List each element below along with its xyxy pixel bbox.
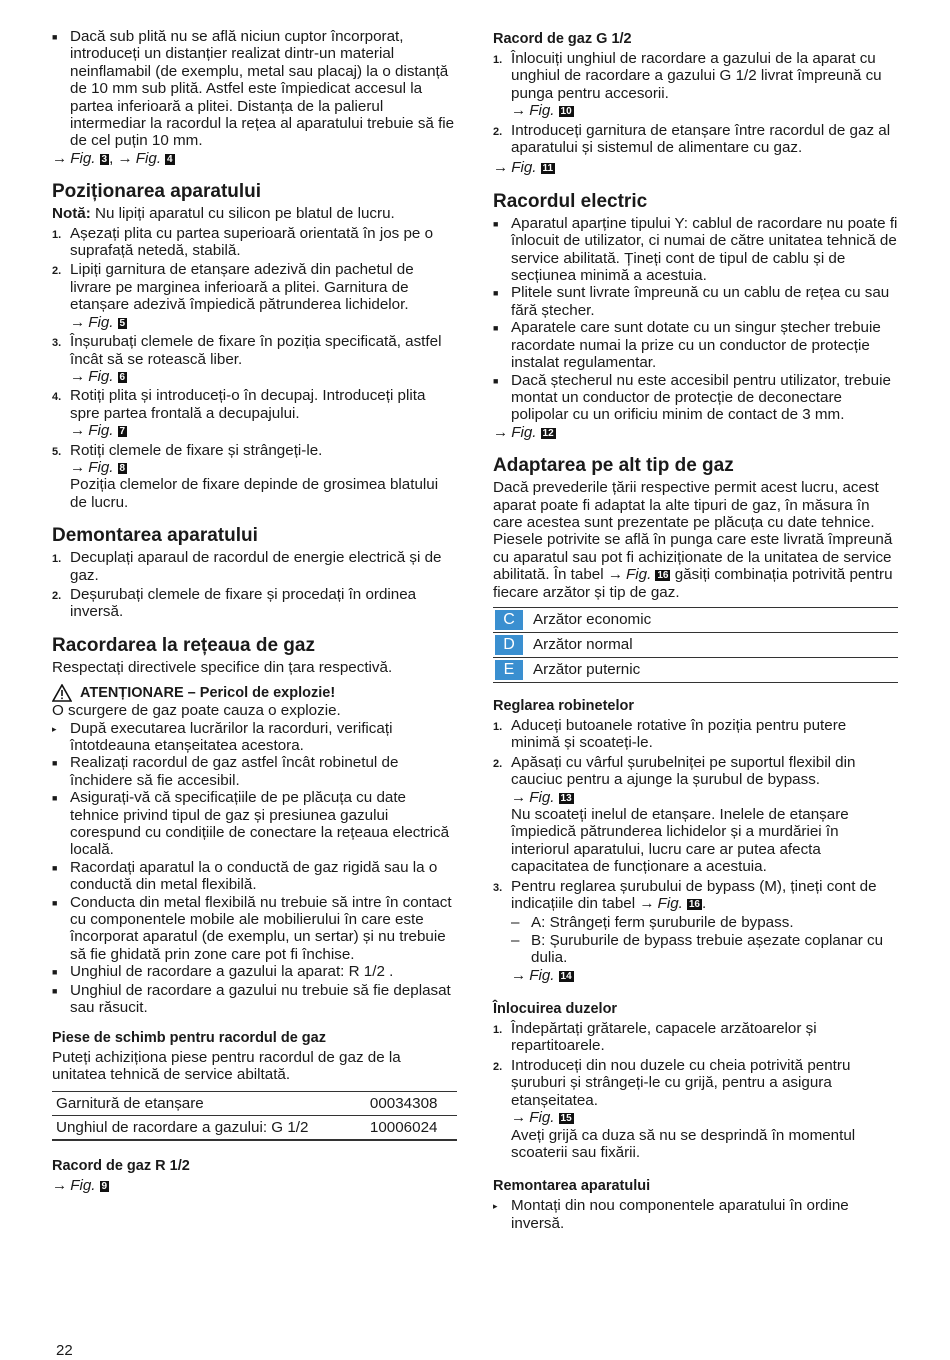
arrow-icon: → [607, 566, 624, 584]
step-number: 1. [493, 1024, 503, 1037]
numbered-step [493, 1057, 898, 1161]
bullet-marker: ■ [493, 375, 499, 386]
r12-fig-ref: → Fig. 9 [52, 1177, 108, 1195]
step-body [511, 754, 898, 876]
fig-ref [70, 422, 457, 439]
parts-row [52, 1092, 457, 1116]
triangle-bullet-icon: ▸ [52, 723, 57, 734]
numbered-step [493, 50, 898, 120]
dash-text: A: Strângeți ferm șuruburile de bypass. [531, 914, 794, 932]
arrow-icon: → [639, 895, 655, 913]
step-text: Înlocuiți unghiul de racordare a gazului de la aparat cu unghiul de racordare a gazului G 1/2 livrat împreună cu punga pentru accesorii. [511, 50, 882, 102]
section-title-adapt: Adaptarea pe alt tip de gaz [493, 455, 734, 477]
electric-bullets [493, 215, 898, 424]
bullet-item [52, 789, 457, 859]
dash-marker: – [511, 931, 520, 949]
burner-label: Arzător economic [533, 611, 652, 629]
dash-item [511, 932, 898, 967]
step-number: 5. [52, 445, 62, 458]
step-number: 1. [52, 553, 62, 566]
step-text: Rotiți plita și introduceți-o în decupaj. Introduceți plita spre partea frontală a decupajului. [70, 387, 426, 422]
step-number: 2. [52, 589, 62, 602]
burner-code: C [495, 610, 523, 630]
g12-steps [493, 50, 898, 156]
burner-label: Arzător puternic [533, 661, 641, 679]
step-body [70, 549, 457, 584]
bullet-item [493, 319, 898, 371]
step-note: Aveți grijă ca duza să nu se desprindă în momentul scoaterii sau fixării. [511, 1126, 856, 1161]
bullet-text: Unghiul de racordare a gazului la aparat: R 1/2 . [70, 963, 394, 981]
bullet-marker: ■ [52, 793, 58, 804]
parts-intro: Puteți achiziționa piese pentru racordul de gaz de la unitatea tehnică de service abiltată. [52, 1048, 401, 1083]
numbered-step [493, 754, 898, 876]
fig-number: 15 [560, 1113, 572, 1125]
numbered-step [493, 1020, 898, 1055]
arrow-icon: → [493, 159, 509, 177]
g12-title: Racord de gaz G 1/2 [493, 31, 632, 47]
arrow-icon: → [511, 102, 527, 120]
step-number: 2. [52, 265, 62, 278]
arrow-icon: → [52, 149, 68, 167]
fig-ref [70, 368, 457, 385]
fig-label: Fig. [88, 422, 114, 440]
arrow-icon: → [70, 313, 86, 331]
reassemble-title: Remontarea aparatului [493, 1178, 651, 1195]
step-body [511, 717, 898, 752]
numbered-step [52, 225, 457, 260]
bullet-text: Unghiul de racordare a gazului nu trebuie să fie deplasat sau răsucit. [70, 981, 451, 1017]
step-body [511, 122, 898, 157]
burner-table [493, 607, 898, 683]
burner-label: Arzător normal [533, 636, 633, 654]
bullet-item [493, 372, 898, 424]
dash-text: B: Șuruburile de bypass trebuie așezate coplanar cu dulia. [531, 931, 884, 967]
adapt-paragraph-1: Dacă prevederile țării respective permit acest lucru, acest aparat poate fi adaptat la alte tipuri de gaz, în măsura în care acestea sunt prezentate pe plăcuța cu date tehnice. [493, 479, 879, 531]
step-text: Introduceți garnitura de etanșare între racordul de gaz al aparatului și sistemul de alimentare cu gaz. [511, 121, 891, 157]
dismantling-steps [52, 549, 457, 621]
bullet-text: Conducta din metal flexibilă nu trebuie să intre în contact cu componentele mobile ale mobilierului în care este încorporat aparatul (de exemplu, un sertar) și nu trebuie să fie ghidată prin zone care pot fi închise. [70, 893, 452, 963]
valve-fig-ref: → Fig. 14 [511, 966, 572, 984]
warning-action: ▸ După executarea lucrărilor la racorduri, verificați întotdeauna etanșeitatea acestora. [52, 719, 393, 754]
numbered-step [52, 549, 457, 584]
step-text: Rotiți clemele de fixare și strângeți-le. [70, 441, 323, 459]
step-text: Așezați plita cu partea superioară orientată în jos pe o suprafață netedă, stabilă. [70, 224, 434, 260]
burner-row [493, 657, 898, 683]
numbered-step [52, 261, 457, 331]
parts-row [52, 1116, 457, 1141]
step-body [70, 442, 457, 512]
parts-title: Piese de schimb pentru racordul de gaz [52, 1029, 326, 1046]
positioning-steps [52, 225, 457, 512]
section-title-positioning: Poziționarea aparatului [52, 181, 262, 203]
bullet-item [52, 894, 457, 964]
fig-number: 6 [119, 371, 126, 383]
bullet-item [493, 284, 898, 319]
bullet-text: Asigurați-vă că specificațiile de pe plăcuța cu date tehnice privind tipul de gaz și presiunea gazului corespund cu condițiile de conectare la rețeaua electrică locală. [70, 789, 450, 859]
parts-table [52, 1091, 457, 1141]
fig-label: Fig. [529, 1109, 555, 1127]
section-title-gas-connection: Racordarea la rețeaua de gaz [52, 634, 315, 656]
bullet-item [52, 982, 457, 1017]
gas-bullets [52, 754, 457, 1016]
step-note: Poziția clemelor de fixare depinde de grosimea blatului de lucru. [70, 476, 439, 511]
fig-number: 8 [119, 462, 126, 474]
bullet-text: Plitele sunt livrate împreună cu un cablu de rețea cu sau fără ștecher. [511, 284, 890, 319]
fig-ref [511, 789, 898, 806]
bullet-text: Dacă ștecherul nu este accesibil pentru utilizator, trebuie montat un conductor de protecție de deconectare polipolar cu un orificiu minim de contact de 3 mm. [511, 371, 891, 424]
step-number: 1. [493, 720, 503, 733]
intro-fig-ref: → Fig. 3 , → Fig. 4 [52, 149, 173, 167]
fig-ref [70, 314, 457, 331]
fig-label: Fig. [529, 788, 555, 806]
bullet-item [52, 963, 457, 981]
arrow-icon: → [511, 1109, 527, 1127]
fig-label: Fig. [529, 102, 555, 120]
g12-fig-ref: → Fig. 11 [493, 159, 554, 177]
bullet-text: Aparatele care sunt dotate cu un singur ștecher trebuie racordate numai la prize cu un conductor de protecție instalat regulamentar. [511, 319, 881, 372]
arrow-icon: → [70, 458, 86, 476]
arrow-icon: → [117, 149, 133, 167]
page-number: 22 [56, 1342, 73, 1359]
bullet-marker: ■ [493, 288, 499, 299]
bullet-text: Realizați racordul de gaz astfel încât robinetul de închidere să fie accesibil. [70, 754, 399, 789]
burner-code: D [495, 635, 523, 655]
step-number: 2. [493, 1060, 503, 1073]
step-body [70, 387, 457, 439]
numbered-step [52, 586, 457, 621]
adapt-paragraph-2: Piesele potrivite se află în punga care este livrată împreună cu aparatul sau pot fi achiziționate de la unitatea de service abilitată. În tabel → Fig. 16 găsiți combinația potrivită pentru fiecare arzător și tip de gaz. [493, 531, 893, 601]
nozzle-title: Înlocuirea duzelor [493, 1001, 618, 1018]
arrow-icon: → [70, 367, 86, 385]
intro-bullet [52, 28, 457, 150]
section-title-dismantling: Demontarea aparatului [52, 525, 258, 547]
right-column [493, 30, 898, 1232]
bullet-marker: ■ [52, 32, 58, 42]
arrow-icon: → [511, 966, 527, 984]
valve-steps [493, 717, 898, 876]
step-text: Lipiți garnitura de etanșare adezivă din pachetul de livrare pe marginea inferioară a plitei. Garnitura de etanșare adezivă împiedică pătrunderea lichidelor. [70, 261, 414, 314]
section-title-electric: Racordul electric [493, 190, 648, 212]
step-body [70, 261, 457, 331]
step-number: 2. [493, 757, 503, 770]
arrow-icon: → [493, 423, 509, 441]
step-number: 1. [52, 228, 62, 241]
dash-item [511, 914, 898, 931]
step-text: Introduceți din nou duzele cu cheia potrivită pentru șuruburi și strângeți-le cu grijă, pentru a asigura etanșeitatea. [511, 1056, 851, 1109]
step-body [511, 1057, 898, 1161]
bullet-item [52, 859, 457, 894]
step-number: 2. [493, 125, 503, 138]
part-name: Garnitură de etanșare [52, 1092, 366, 1116]
bullet-marker: ■ [52, 967, 58, 978]
fig-ref [70, 459, 457, 476]
fig-label: Fig. [88, 458, 114, 476]
bullet-item [493, 215, 898, 285]
step-text: Apăsați cu vârful șurubelniței pe suportul flexibil din cauciuc pentru a ajunge la șurubul de bypass. [511, 753, 856, 789]
warning-text: O scurgere de gaz poate cauza o explozie. [52, 702, 341, 720]
step-number: 1. [493, 54, 503, 66]
step-text: Înșurubați clemele de fixare în poziția specificată, astfel încât să se rotească liber. [70, 333, 442, 368]
warning-heading: ATENȚIONARE – Pericol de explozie! [52, 684, 457, 702]
fig-label: Fig. [88, 367, 114, 385]
step-text: Deșurubați clemele de fixare și procedați în ordinea inversă. [70, 585, 417, 621]
bullet-marker: ■ [493, 218, 499, 229]
numbered-step [52, 387, 457, 439]
arrow-icon: → [52, 1177, 68, 1195]
electric-fig-ref: → Fig. 12 [493, 423, 554, 441]
arrow-icon: → [70, 422, 86, 440]
valve-dashes [493, 914, 898, 966]
burner-code: E [495, 660, 523, 680]
left-column [52, 28, 457, 1195]
step-body [511, 1020, 898, 1055]
burner-row [493, 607, 898, 632]
valve-step-3: 3. Pentru reglarea șurubului de bypass (M), țineți cont de indicațiile din tabel → Fig. 16 . [493, 877, 877, 913]
positioning-note: Notă: Nu lipiți aparatul cu silicon pe blatul de lucru. [52, 205, 395, 223]
triangle-bullet-icon: ▸ [493, 1201, 498, 1212]
bullet-marker: ■ [493, 323, 499, 334]
numbered-step [493, 717, 898, 752]
nozzle-steps [493, 1020, 898, 1161]
reassemble-action: ▸ Montați din nou componentele aparatului în ordine inversă. [493, 1197, 849, 1232]
part-code: 00034308 [366, 1092, 457, 1116]
fig-number: 13 [560, 792, 572, 804]
numbered-step [52, 442, 457, 512]
bullet-item [52, 754, 457, 789]
step-body [70, 333, 457, 385]
step-body [70, 586, 457, 621]
bullet-marker: ■ [52, 758, 58, 769]
step-number: 3. [52, 337, 62, 350]
part-code: 10006024 [366, 1116, 457, 1141]
bullet-marker: ■ [52, 862, 58, 873]
step-text: Decuplați aparaul de racordul de energie electrică și de gaz. [70, 549, 442, 584]
bullet-text: Aparatul aparține tipului Y: cablul de racordare nu poate fi înlocuit de utilizator, ci numai de către unitatea tehnică de service abilitată. Țineți cont de tipul de cablu și de secțiunea minimă a acestuia. [511, 214, 898, 285]
step-text: Aduceți butoanele rotative în poziția pentru putere minimă și scoateți-le. [511, 716, 847, 752]
step-body [70, 225, 457, 260]
gas-intro: Respectați directivele specifice din țara respectivă. [52, 658, 393, 676]
fig-number: 10 [560, 106, 572, 118]
intro-bullet-text: Dacă sub plită nu se află niciun cuptor încorporat, introduceți un distanțier realizat dintr-un material neinflamabil (de exemplu, metal sau placaj) la o distanță de 10 mm sub plită. Astfel este împiedicat accesul la partea inferioară a plitei. Distanța de la palierul intermediar la racordul la rețea al aparatului trebuie să fie de cel puțin 10 mm. [70, 28, 455, 150]
numbered-step [52, 333, 457, 385]
fig-number: 5 [119, 317, 126, 329]
bullet-marker: ■ [52, 985, 58, 996]
burner-row [493, 632, 898, 657]
step-note: Nu scoateți inelul de etanșare. Inelele de etanșare împiedică pătrunderea lichidelor și a murdăriei în interiorul aparatului, lucru care ar putea afecta capacitatea de funcționare a acestuia. [511, 806, 849, 876]
part-name: Unghiul de racordare a gazului: G 1/2 [52, 1116, 366, 1141]
fig-label: Fig. [88, 313, 114, 331]
fig-ref [511, 102, 898, 119]
step-number: 4. [52, 391, 62, 404]
arrow-icon: → [511, 788, 527, 806]
dash-marker: – [511, 914, 520, 932]
r12-title: Racord de gaz R 1/2 [52, 1158, 190, 1175]
numbered-step [493, 122, 898, 157]
fig-number: 7 [119, 426, 126, 438]
valve-title: Reglarea robinetelor [493, 697, 635, 714]
step-text: Îndepărtați grătarele, capacele arzătoarelor și repartitoarele. [511, 1020, 817, 1055]
fig-ref [511, 1109, 898, 1126]
warning-icon [52, 684, 72, 702]
step-body [511, 50, 898, 120]
bullet-marker: ■ [52, 897, 58, 908]
bullet-text: Racordați aparatul la o conductă de gaz rigidă sau la o conductă din metal flexibilă. [70, 858, 438, 894]
